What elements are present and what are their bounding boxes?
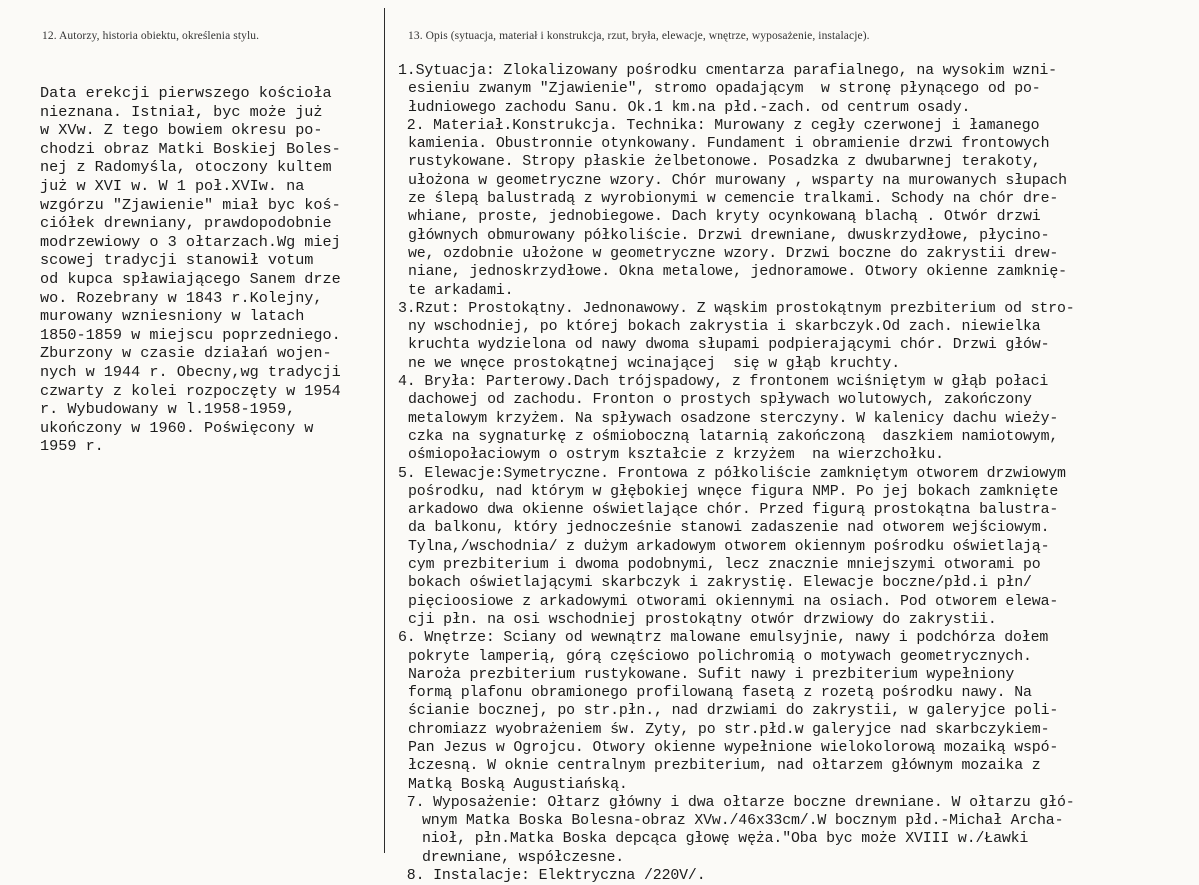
history-line: r. Wybudowany w l.1958-1959, [40,400,296,419]
history-line: chodzi obraz Matki Boskiej Boles- [40,139,341,158]
description-line: wnym Matka Boska Bolesna-obraz XVw./46x33cm/.W bocznym płd.-Michał Archa- [422,813,1064,830]
description-line: 7. Wyposażenie: Ołtarz główny i dwa ołtarze boczne drewniane. W ołtarzu głó- [398,794,1075,811]
history-line: nej z Radomyśla, otoczony kultem [40,158,332,177]
description-line: ze ślepą balustradą z wyrobionymi w cemencie tralkami. Schody na chór dre- [408,191,1059,208]
description-line: cym prezbiterium i dwoma podobnymi, lecz znacznie mniejszymi otworami po [408,557,1041,574]
description-line: 5. Elewacje:Symetryczne. Frontowa z półkoliście zamkniętym otworem drzwiowym [398,465,1066,482]
description-line: łczesną. W oknie centralnym prezbiterium, nad ołtarzem głównym mozaika z [408,758,1041,775]
description-line: ośmiopołaciowym o ostrym kształcie z krzyżem na wierzchołku. [408,447,944,464]
description-line: whiane, proste, jednobiegowe. Dach kryty ocynkowaną blachą . Otwór drzwi [408,209,1041,226]
description-line: pośrodku, nad którym w głębokiej wnęce figura NMP. Po jej bokach zamknięte [408,483,1059,500]
description-text [398,62,1075,885]
description-line: kamienia. Obustronnie otynkowany. Fundament i obramienie drzwi frontowych [408,136,1050,153]
description-line: 1.Sytuacja: Zlokalizowany pośrodku cmentarza parafialnego, na wysokim wzni- [398,63,1057,79]
description-line: pięcioosiowe z arkadowymi otworami okiennymi na osiach. Pod otworem elewa- [408,593,1059,610]
description-line: 8. Instalacje: Elektryczna /220V/. [398,868,706,885]
section-13-header: 13. Opis (sytuacja, materiał i konstrukcja, rzut, bryła, elewacje, wnętrze, wyposażenie, instalacje). [408,30,870,42]
description-line: Matką Boską Augustiańską. [408,776,628,793]
history-line: Data erekcji pierwszego kościoła [40,84,332,102]
description-line: głównych obmurowany półkoliście. Drzwi drewniane, dwuskrzydłowe, płycino- [408,227,1050,244]
history-line: 1959 r. [40,437,104,456]
history-line: wzgórzu "Zjawienie" miał byc koś- [40,195,341,214]
history-line: wo. Rozebrany w 1843 r.Kolejny, [40,288,323,307]
column-divider [384,8,385,853]
description-line: bokach oświetlającymi skarbczyk i zakrystię. Elewacje boczne/płd.i płn/ [408,575,1032,592]
history-line: nieznana. Istniał, byc może już [40,102,323,121]
description-line: drewniane, współczesne. [422,849,625,866]
history-line: już w XVI w. W 1 poł.XVIw. na [40,176,305,195]
description-line: ścianie bocznej, po str.płn., nad drzwiami do zakrystii, w galeryjce poli- [408,703,1059,720]
description-line: Pan Jezus w Ogrojcu. Otwory okienne wypełnione wielokolorową mozaiką wspó- [408,739,1059,756]
description-line: ułożona w geometryczne wzory. Chór murowany , wsparty na murowanych słupach [408,172,1067,189]
description-line: 4. Bryła: Parterowy.Dach trójspadowy, z frontonem wciśniętym w głąb połaci [398,374,1049,391]
description-line: pokryte lamperią, górą częściowo polichromią o motywach geometrycznych. [408,648,1032,665]
description-line: czka na sygnaturkę z ośmioboczną latarnią zakończoną daszkiem namiotowym, [408,428,1059,445]
description-line: 3.Rzut: Prostokątny. Jednonawowy. Z wąskim prostokątnym prezbiterium od stro- [398,300,1075,317]
history-line: w XVw. Z tego bowiem okresu po- [40,121,323,140]
history-line: murowany wzniesniony w latach [40,307,305,326]
description-line: we, ozdobnie ułożone w geometryczne wzory. Drzwi boczne do zakrystii drew- [408,245,1059,262]
description-line: 2. Materiał.Konstrukcja. Technika: Murowany z cegły czerwonej i łamanego [398,117,1040,134]
description-line: metalowym krzyżem. Na spływach osadzone sterczyny. W kalenicy dachu wieży- [408,410,1059,427]
description-line: cji płn. na osi wschodniej prostokątny otwór drzwiowy do zakrystii. [408,611,997,628]
description-line: dachowej od zachodu. Fronton o prostych spływach wolutowych, zakończony [408,392,1032,409]
description-line: Naroża prezbiterium rustykowane. Sufit nawy i prezbiterium wypełniony [408,666,1015,683]
history-line: czwarty z kolei rozpoczęty w 1954 [40,381,341,400]
description-line: rustykowane. Stropy płaskie żelbetonowe. Posadzka z dwubarwnej terakoty, [408,154,1041,171]
history-line: od kupca spławiającego Sanem drze [40,269,341,288]
description-line: ne we wnęce prostokątnej wcinającej się w głąb kruchty. [408,355,901,372]
description-line: kruchta wydzielona od nawy dwoma słupami podpierającymi chór. Drzwi głów- [408,337,1050,354]
history-line: ciółek drewniany, prawdopodobnie [40,214,332,233]
description-line: nioł, płn.Matka Boska depcąca głowę węża."Oba byc może XVIII w./Ławki [422,831,1029,848]
description-line: Tylna,/wschodnia/ z dużym arkadowym otworem okiennym pośrodku oświetlają- [408,538,1050,555]
description-line: da balkonu, który jednocześnie stanowi zadaszenie nad otworem wejściowym. [408,520,1050,537]
history-text [40,84,341,456]
history-line: modrzewiowy o 3 ołtarzach.Wg miej [40,232,341,251]
history-line: nych w 1944 r. Obecny,wg tradycji [40,362,341,381]
description-line: niane, jednoskrzydłowe. Okna metalowe, jednoramowe. Otwory okienne zamknię- [408,264,1067,281]
description-line: formą plafonu obramionego profilowaną fasetą z rozetą pośrodku nawy. Na [408,685,1032,702]
description-line: te arkadami. [408,282,514,299]
description-line: esieniu zwanym "Zjawienie", stromo opadającym w stronę płynącego od po- [408,81,1041,98]
history-line: 1850-1859 w miejscu poprzedniego. [40,325,341,344]
history-line: scowej tradycji stanowił votum [40,251,314,270]
description-line: 6. Wnętrze: Sciany od wewnątrz malowane emulsyjnie, nawy i podchórza dołem [398,630,1049,647]
history-line: ukończony w 1960. Poświęcony w [40,418,314,437]
section-12-header: 12. Autorzy, historia obiektu, określenia stylu. [42,30,260,42]
description-line: łudniowego zachodu Sanu. Ok.1 km.na płd.-zach. od centrum osady. [408,99,971,116]
description-line: chromiazz wyobrażeniem św. Zyty, po str.płd.w galeryjce nad skarbczykiem- [408,721,1050,738]
description-line: arkadowo dwa okienne oświetlające chór. Przed figurą prostokątna balustra- [408,502,1059,519]
description-line: ny wschodniej, po której bokach zakrystia i skarbczyk.Od zach. niewielka [408,319,1041,336]
history-line: Zburzony w czasie działań wojen- [40,344,332,363]
